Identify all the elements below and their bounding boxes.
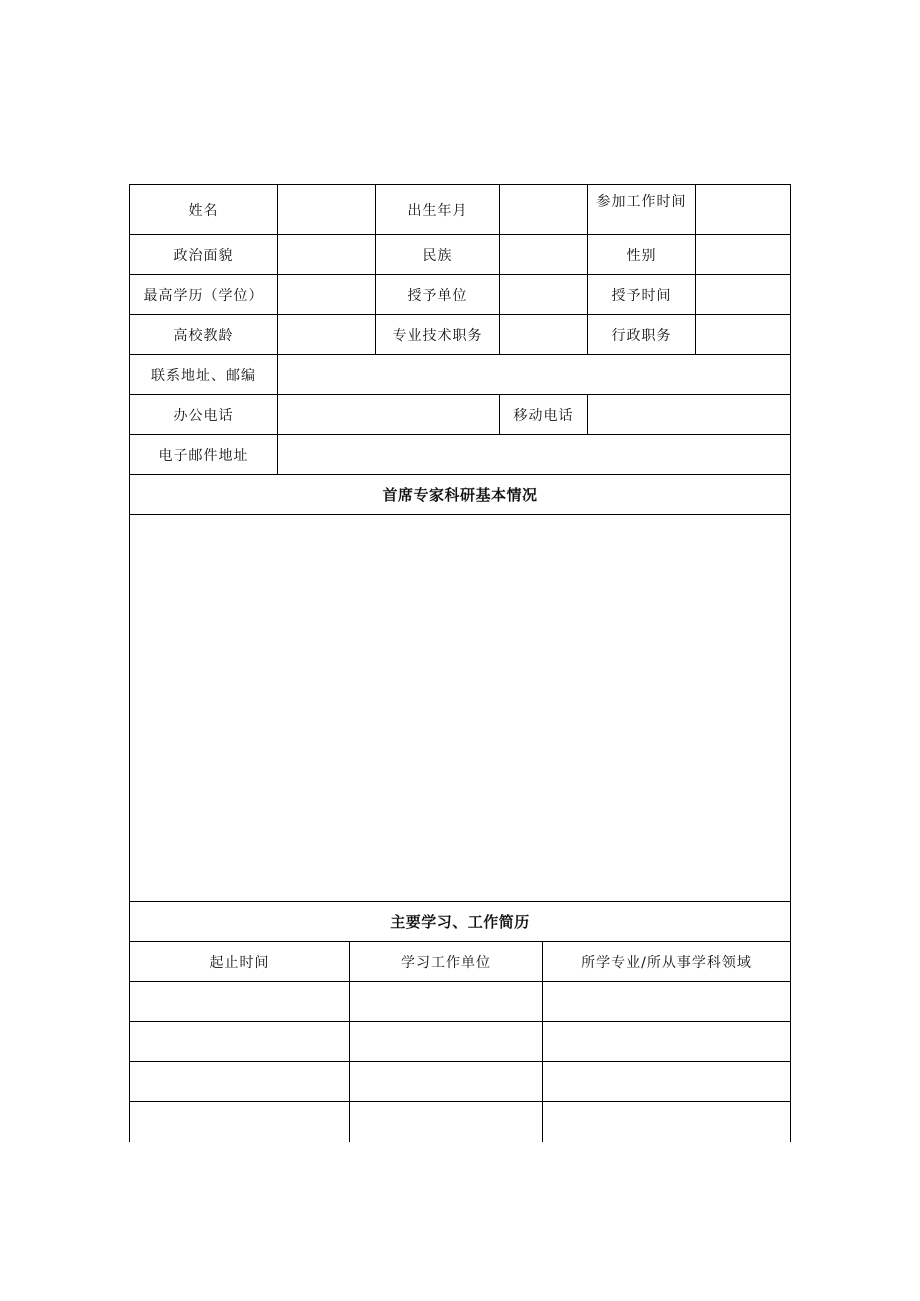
admin-title-value[interactable] — [696, 315, 791, 355]
grantor-label: 授予单位 — [376, 275, 500, 315]
history-period-cell[interactable] — [130, 1062, 350, 1102]
history-field-cell[interactable] — [543, 1102, 791, 1142]
name-label: 姓名 — [130, 185, 278, 235]
education-label: 最高学历（学位） — [130, 275, 278, 315]
history-institution-cell[interactable] — [350, 982, 543, 1022]
political-value[interactable] — [278, 235, 376, 275]
tech-title-value[interactable] — [500, 315, 588, 355]
history-row — [130, 982, 791, 1022]
grant-time-label: 授予时间 — [588, 275, 696, 315]
name-value[interactable] — [278, 185, 376, 235]
office-phone-value[interactable] — [278, 395, 500, 435]
history-table — [129, 941, 791, 1142]
history-field-cell[interactable] — [543, 982, 791, 1022]
history-col-field: 所学专业/所从事学科领域 — [543, 942, 791, 982]
history-col-period: 起止时间 — [130, 942, 350, 982]
basic-info-table — [129, 184, 791, 942]
research-content-row — [130, 515, 791, 902]
teaching-years-value[interactable] — [278, 315, 376, 355]
info-row-email — [130, 435, 791, 475]
birth-label: 出生年月 — [376, 185, 500, 235]
history-title-row — [130, 902, 791, 942]
email-label: 电子邮件地址 — [130, 435, 278, 475]
info-row-education — [130, 275, 791, 315]
gender-label: 性别 — [588, 235, 696, 275]
work-start-label: 参加工作时间 — [588, 185, 696, 235]
research-section-title: 首席专家科研基本情况 — [130, 475, 791, 515]
address-label: 联系地址、邮编 — [130, 355, 278, 395]
info-row-political — [130, 235, 791, 275]
mobile-value[interactable] — [588, 395, 791, 435]
history-header-row — [130, 942, 791, 982]
history-period-cell[interactable] — [130, 1102, 350, 1142]
history-institution-cell[interactable] — [350, 1062, 543, 1102]
teaching-years-label: 高校教龄 — [130, 315, 278, 355]
office-phone-label: 办公电话 — [130, 395, 278, 435]
grantor-value[interactable] — [500, 275, 588, 315]
history-institution-cell[interactable] — [350, 1102, 543, 1142]
history-field-cell[interactable] — [543, 1022, 791, 1062]
grant-time-value[interactable] — [696, 275, 791, 315]
birth-value[interactable] — [500, 185, 588, 235]
info-row-name — [130, 185, 791, 235]
history-row — [130, 1062, 791, 1102]
history-period-cell[interactable] — [130, 982, 350, 1022]
info-row-phone — [130, 395, 791, 435]
admin-title-label: 行政职务 — [588, 315, 696, 355]
ethnicity-label: 民族 — [376, 235, 500, 275]
research-title-row — [130, 475, 791, 515]
address-value[interactable] — [278, 355, 791, 395]
work-start-value[interactable] — [696, 185, 791, 235]
history-institution-cell[interactable] — [350, 1022, 543, 1062]
research-content-area[interactable] — [130, 515, 791, 902]
ethnicity-value[interactable] — [500, 235, 588, 275]
history-row — [130, 1102, 791, 1142]
history-period-cell[interactable] — [130, 1022, 350, 1062]
info-row-teaching — [130, 315, 791, 355]
application-form — [129, 184, 790, 1142]
tech-title-label: 专业技术职务 — [376, 315, 500, 355]
education-value[interactable] — [278, 275, 376, 315]
history-row — [130, 1022, 791, 1062]
history-field-cell[interactable] — [543, 1062, 791, 1102]
email-value[interactable] — [278, 435, 791, 475]
mobile-label: 移动电话 — [500, 395, 588, 435]
political-label: 政治面貌 — [130, 235, 278, 275]
info-row-address — [130, 355, 791, 395]
history-col-institution: 学习工作单位 — [350, 942, 543, 982]
history-section-title: 主要学习、工作简历 — [130, 902, 791, 942]
gender-value[interactable] — [696, 235, 791, 275]
